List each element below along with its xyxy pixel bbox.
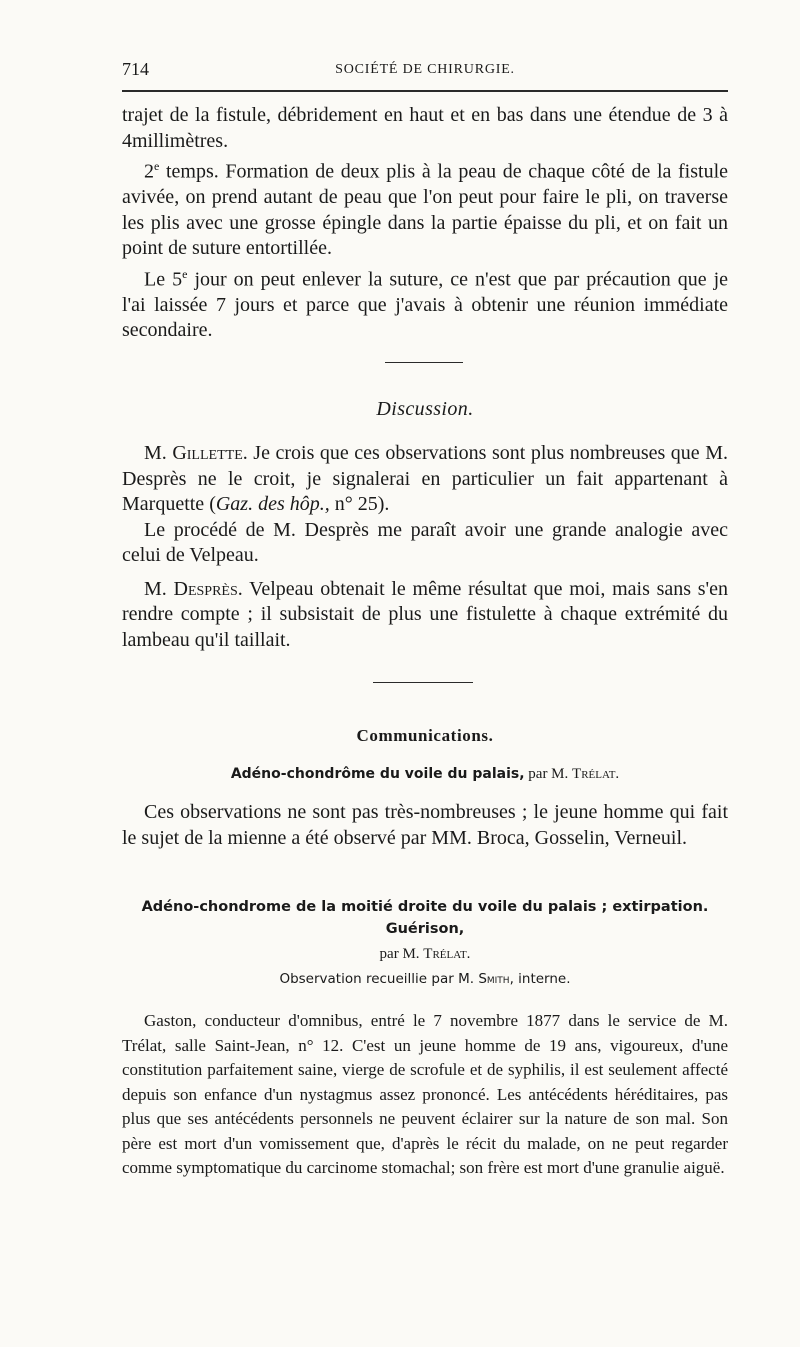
article-2-body (122, 1009, 728, 1181)
despres-remark: M. Desprès. Velpeau obtenait le même résultat que moi, mais sans s'en rendre compte ; il subsistait de plus une fistulette à chaque extrémité du lambeau qu'il taillait. (122, 577, 728, 651)
gillette-remark: M. Gillette. Je crois que ces observations sont plus nombreuses que M. Desprès ne le croit, je signalerai en particulier un fait appartenant à Marquette (Gaz. des hôp., n° 25). (122, 442, 728, 515)
article-2-title: Adéno-chondrome de la moitié droite du voile du palais ; extirpation. Guérison, (141, 899, 709, 937)
author-trelat: Trélat. (572, 766, 620, 782)
intro-paragraph-3: Le 5e jour on peut enlever la suture, ce n'est que par précaution que je l'ai laissée 7 jours et parce que j'avais à obtenir une réunion immédiate secondaire. (122, 266, 729, 342)
speaker-despres: Desprès. (173, 577, 243, 600)
intro-paragraph-2: 2e temps. Formation de deux plis à la peau de chaque côté de la fistule avivée, on prend autant de peau que l'on peut pour faire le pli, on traverse les plis avec une grosse épingle dans la partie épaisse du pli, et on fait un point de suture entortillée. (122, 159, 728, 260)
communications-heading: Communications. (356, 726, 494, 745)
discussion-section (122, 441, 728, 653)
speaker-gillette: Gillette. (172, 442, 248, 464)
article-2-byline: par M. Trélat. (379, 946, 471, 962)
journal-title: SOCIÉTÉ DE CHIRURGIE. (335, 62, 515, 77)
article-1-body (122, 800, 728, 851)
discussion-heading: Discussion. (376, 398, 474, 420)
running-head (122, 59, 728, 81)
case-report-paragraph: Gaston, conducteur d'omnibus, entré le 7 novembre 1877 dans le service de M. Trélat, salle Saint-Jean, n° 12. C'est un jeune homme de 19 ans, vigoureux, d'une constitution parfaitement saine, vierge de scrofule et de syphilis, il est seulement affecté depuis son enfance d'un nystagmus assez prononcé. Les antécédents héréditaires, pas plus que ses antécédents personnels ne peuvent éclairer sur la nature de son mal. Son père est mort d'un vomissement que, d'après le récit du malade, on ne peut regarder comme symptomatique du carcinome stomachal; son frère est mort d'une granulie aiguë. (122, 1011, 728, 1177)
observation-note: Observation recueillie par M. Smith, interne. (279, 971, 571, 987)
header-rule (122, 90, 728, 92)
article-1-paragraph: Ces observations ne sont pas très-nombreuses ; le jeune homme qui fait le sujet de la mienne a été observé par MM. Broca, Gosselin, Verneuil. (122, 801, 728, 849)
intro-section (122, 103, 728, 344)
gillette-remark-2: Le procédé de M. Desprès me paraît avoir une grande analogie avec celui de Velpeau. (122, 518, 728, 566)
article-1-title: Adéno-chondrôme du voile du palais, par M. Trélat. (230, 766, 620, 782)
intro-paragraph-1: trajet de la fistule, débridement en haut et en bas dans une étendue de 3 à 4millimètres. (122, 104, 728, 152)
page-number: 714 (122, 59, 149, 79)
section-divider-2 (373, 682, 473, 683)
section-divider (385, 362, 463, 363)
citation: Gaz. des hôp., (215, 493, 330, 515)
